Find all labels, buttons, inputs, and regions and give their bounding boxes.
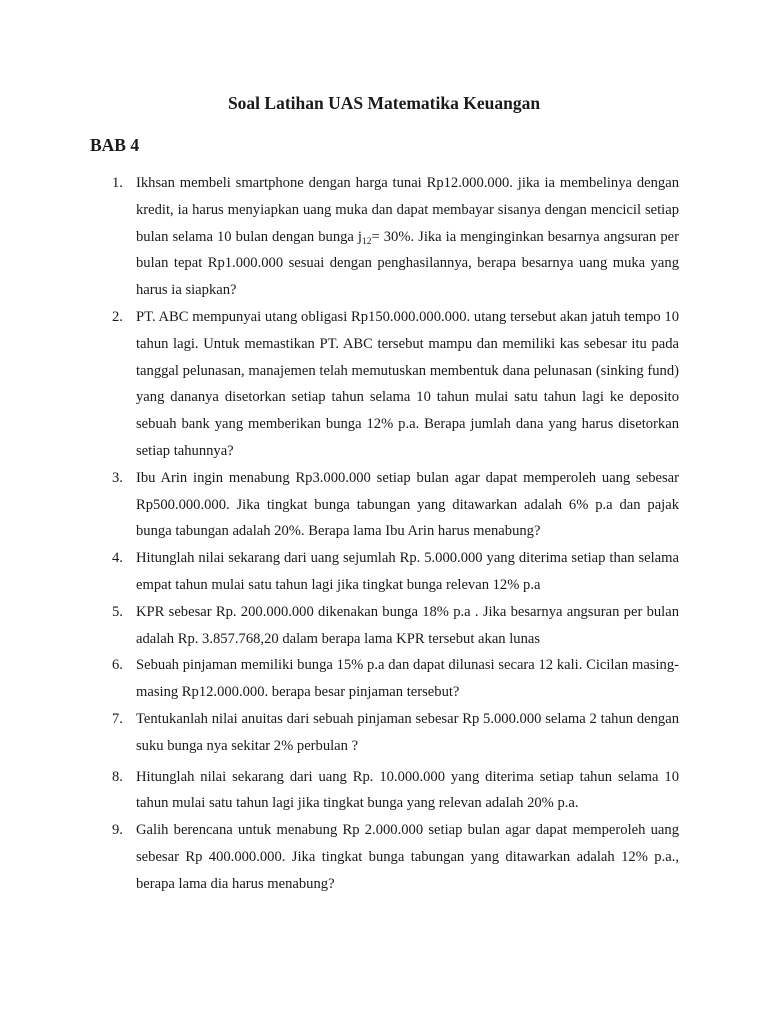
question-text: Sebuah pinjaman memiliki bunga 15% p.a dan dapat dilunasi secara 12 kali. Cicilan masing-masing Rp12.000.000. berapa besar pinjaman tersebut? <box>136 657 679 701</box>
question-item <box>0 652 679 706</box>
question-number: 3. <box>112 469 123 486</box>
question-text: KPR sebesar Rp. 200.000.000 dikenakan bunga 18% p.a . Jika besarnya angsuran per bulan adalah Rp. 3.857.768,20 dalam berapa lama KPR tersebut akan lunas <box>136 603 679 647</box>
question-number: 7. <box>112 710 123 727</box>
question-text-part: = 30%. Jika ia menginginkan besarnya angsuran per bulan tepat Rp1.000.000 sesuai dengan penghasilannya, berapa besarnya uang muka yang harus ia siapkan? <box>136 228 679 299</box>
question-text: Tentukanlah nilai anuitas dari sebuah pinjaman sebesar Rp 5.000.000 selama 2 tahun dengan suku bunga nya sekitar 2% perbulan ? <box>136 710 679 754</box>
question-text-part: Ikhsan membeli smartphone dengan harga tunai Rp12.000.000. jika ia membelinya dengan kredit, ia harus menyiapkan uang muka dan dapat membayar sisanya dengan mencicil setiap bulan selama 10 bulan dengan bunga j <box>136 175 679 245</box>
question-item <box>0 465 679 545</box>
question-text <box>136 170 679 304</box>
question-number: 9. <box>112 822 123 839</box>
question-item <box>0 304 679 465</box>
question-item <box>0 817 679 897</box>
question-text: Hitunglah nilai sekarang dari uang Rp. 10.000.000 yang diterima setiap tahun selama 10 tahun mulai satu tahun lagi jika tingkat bunga yang relevan adalah 20% p.a. <box>136 768 679 812</box>
question-number: 8. <box>112 768 123 785</box>
question-item <box>0 599 679 653</box>
question-number: 6. <box>112 657 123 674</box>
chapter-heading: BAB 4 <box>90 135 140 155</box>
question-text: Hitunglah nilai sekarang dari uang sejumlah Rp. 5.000.000 yang diterima setiap than selama empat tahun mulai satu tahun lagi jika tingkat bunga relevan 12% p.a <box>136 550 679 593</box>
question-number: 2. <box>112 308 123 325</box>
subscript: 12 <box>361 236 372 247</box>
question-item <box>0 706 679 760</box>
question-item <box>0 764 679 818</box>
question-text: Ibu Arin ingin menabung Rp3.000.000 setiap bulan agar dapat memperoleh uang sebesar Rp500.000.000. Jika tingkat bunga tabungan yang ditawarkan adalah 6% p.a dan pajak bunga tabungan adalah 20%. Berapa lama Ibu Arin harus menabung? <box>136 469 679 540</box>
question-item <box>0 170 679 304</box>
page-title: Soal Latihan UAS Matematika Keuangan <box>227 93 541 113</box>
question-list <box>0 170 768 898</box>
question-number: 1. <box>112 175 123 191</box>
question-item <box>0 545 679 599</box>
question-number: 5. <box>112 603 123 620</box>
question-text: PT. ABC mempunyai utang obligasi Rp150.000.000.000. utang tersebut akan jatuh tempo 10 tahun lagi. Untuk memastikan PT. ABC tersebut mampu dan memiliki kas sebesar itu pada tanggal pelunasan, manajemen telah memutuskan membentuk dana pelunasan (sinking fund) yang dananya disetorkan setiap tahun selama 10 tahun mulai satu tahun lagi ke deposito sebuah bank yang memberikan bunga 12% p.a. Berapa jumlah dana yang harus disetorkan setiap tahunnya? <box>136 308 679 459</box>
question-number: 4. <box>112 550 123 567</box>
question-text: Galih berencana untuk menabung Rp 2.000.000 setiap bulan agar dapat memperoleh uang sebesar Rp 400.000.000. Jika tingkat bunga tabungan yang ditawarkan adalah 12% p.a., berapa lama dia harus menabung? <box>136 822 679 892</box>
